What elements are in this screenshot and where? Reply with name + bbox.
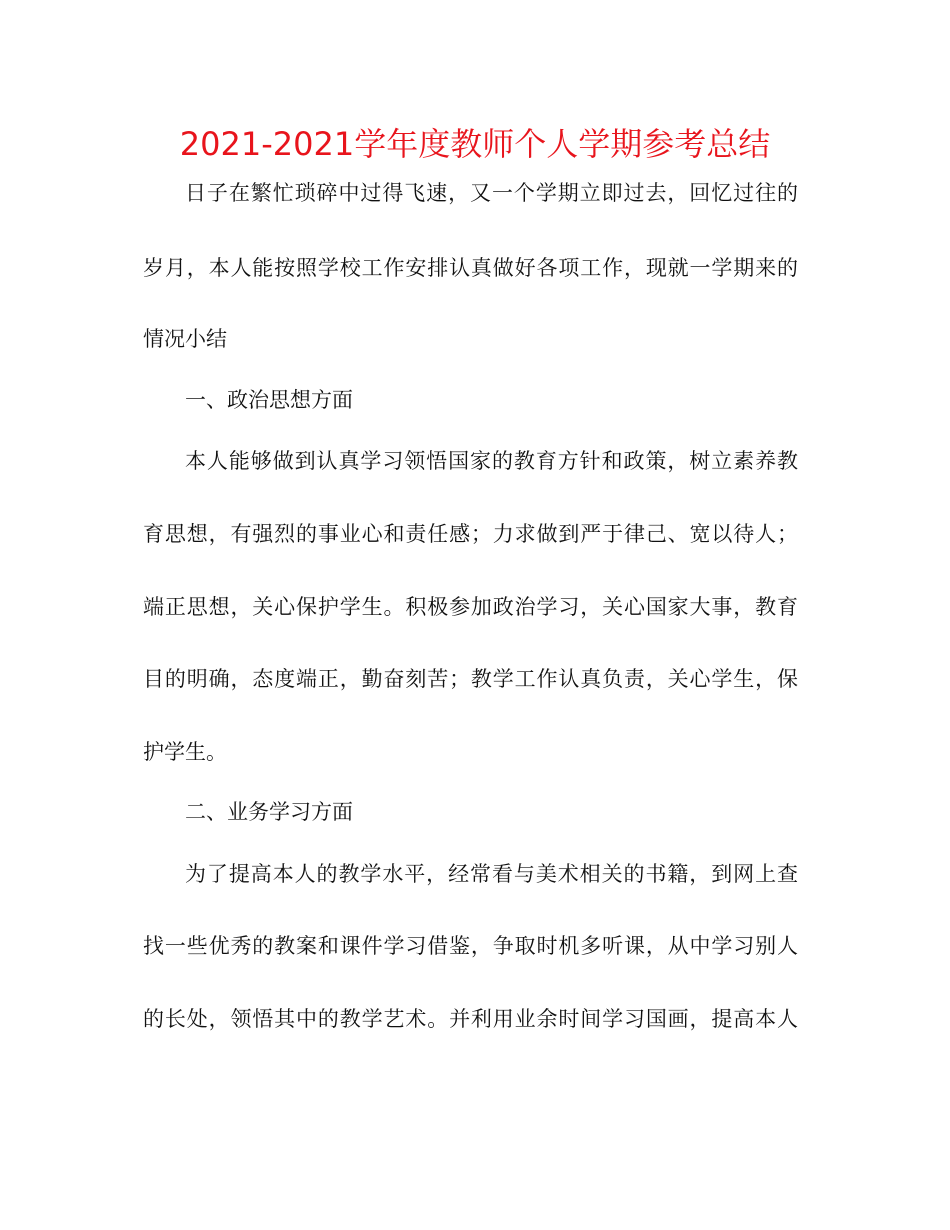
paragraph-line: 找一些优秀的教案和课件学习借鉴，争取时机多听课，从中学习别人: [143, 934, 798, 958]
paragraph-line: 育思想，有强烈的事业心和责任感；力求做到严于律己、宽以待人；: [143, 522, 798, 546]
section-heading: 二、业务学习方面: [185, 800, 353, 824]
paragraph-line: 护学生。: [143, 740, 227, 764]
paragraph-line: 日子在繁忙琐碎中过得飞速，又一个学期立即过去，回忆过往的: [185, 181, 798, 205]
paragraph-line: 的长处，领悟其中的教学艺术。并利用业余时间学习国画，提高本人: [143, 1007, 798, 1031]
section-heading: 一、政治思想方面: [185, 388, 353, 412]
paragraph-line: 情况小结: [143, 327, 227, 351]
paragraph-line: 岁月，本人能按照学校工作安排认真做好各项工作，现就一学期来的: [143, 256, 798, 280]
paragraph-line: 目的明确，态度端正，勤奋刻苦；教学工作认真负责，关心学生，保: [143, 667, 798, 691]
paragraph-line: 本人能够做到认真学习领悟国家的教育方针和政策，树立素养教: [185, 449, 798, 473]
document-title: 2021-2021学年度教师个人学期参考总结: [179, 125, 771, 163]
paragraph-line: 端正思想，关心保护学生。积极参加政治学习，关心国家大事，教育: [143, 595, 798, 619]
paragraph-line: 为了提高本人的教学水平，经常看与美术相关的书籍，到网上查: [185, 862, 798, 886]
